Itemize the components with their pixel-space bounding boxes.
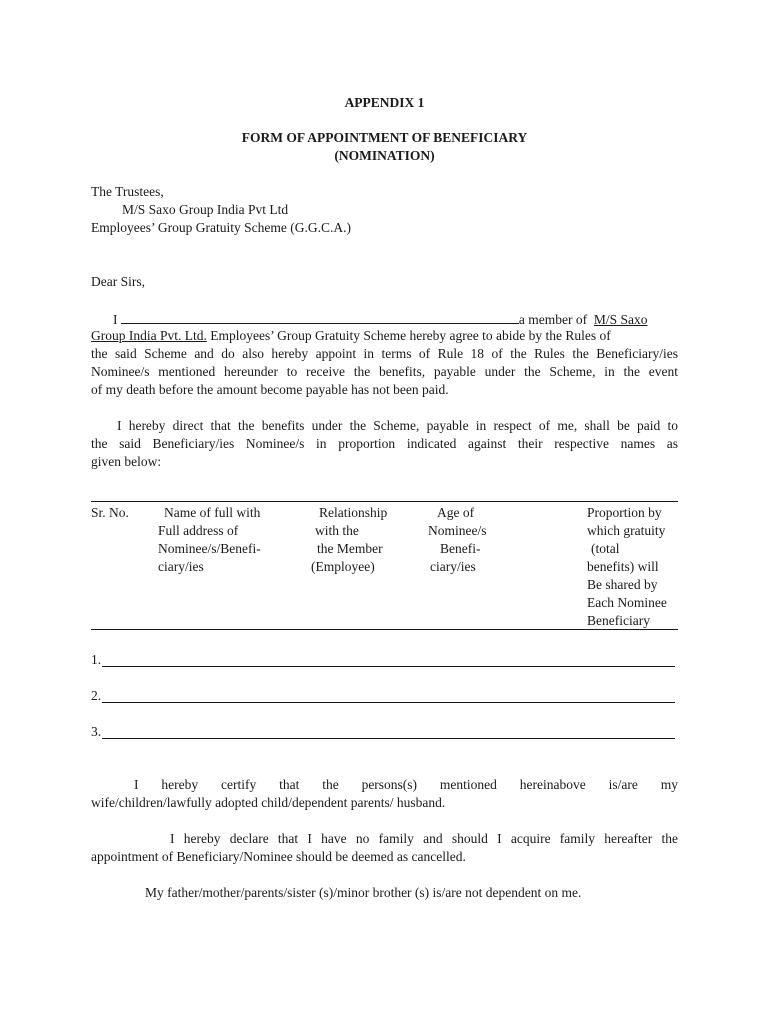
table-header-srno	[91, 504, 129, 522]
nominee-row-2[interactable]	[91, 687, 675, 705]
nominee-row-3[interactable]	[91, 723, 675, 741]
form-title: FORM OF APPOINTMENT OF BENEFICIARY	[241, 130, 528, 145]
header-prop-5: Be shared by	[587, 577, 658, 592]
header-age-4: ciary/ies	[430, 559, 476, 574]
member-name-field[interactable]	[121, 309, 519, 324]
para3-line1: I hereby certify that the persons(s) mentioned hereinabove is/are my	[134, 777, 678, 792]
header-age-2: Nominee/s	[428, 523, 487, 538]
para1-line2	[91, 327, 678, 345]
salutation: Dear Sirs,	[91, 274, 145, 289]
table-top-rule	[91, 501, 678, 502]
member-text: a member of	[518, 312, 588, 327]
para1-line5: of my death before the amount become payable has not been paid.	[91, 382, 449, 397]
header-prop-3: (total	[591, 541, 620, 556]
para4-line1: I hereby declare that I have no family and should I acquire family hereafter the	[170, 831, 678, 846]
table-header-proportion	[587, 504, 667, 630]
table-header-relationship	[311, 504, 387, 576]
header-rel-1: Relationship	[319, 505, 388, 520]
company-name-a: M/S Saxo	[593, 312, 648, 327]
row-number: 3.	[91, 724, 102, 739]
header-prop-4: benefits) will	[587, 559, 659, 574]
header-rel-2: with the	[315, 523, 359, 538]
para2-line1: I hereby direct that the benefits under the Scheme, payable in respect of me, shall be paid to	[117, 418, 678, 433]
para1-start: I	[113, 312, 118, 327]
address-line-3: Employees’ Group Gratuity Scheme (G.G.C.A.)	[91, 220, 351, 235]
header-prop-6: Each Nominee	[587, 595, 667, 610]
header-srno: Sr. No.	[91, 505, 129, 520]
row-fill-line	[102, 666, 675, 667]
header-rel-3: the Member	[317, 541, 383, 556]
para1-line2-rest: Employees’ Group Gratuity Scheme hereby agree to abide by the Rules of	[206, 328, 611, 343]
header-age-3: Benefi-	[440, 541, 481, 556]
table-header-name	[158, 504, 261, 576]
appendix-heading: APPENDIX 1	[344, 95, 425, 110]
form-subtitle: (NOMINATION)	[334, 148, 435, 163]
header-prop-2: which gratuity	[587, 523, 666, 538]
address-line-1: The Trustees,	[91, 184, 164, 199]
header-name-2: Full address of	[158, 523, 239, 538]
para2-line2: the said Beneficiary/ies Nominee/s in proportion indicated against their respective names as	[91, 436, 678, 451]
header-prop-7: Beneficiary	[587, 613, 650, 628]
company-name-b: Group India Pvt. Ltd.	[91, 328, 207, 343]
para1-line4: Nominee/s mentioned hereunder to receive the benefits, payable under the Scheme, in the event	[91, 364, 678, 379]
header-age-1: Age of	[437, 505, 475, 520]
table-header-bottom-rule	[91, 629, 678, 630]
header-name-1: Name of full with	[164, 505, 261, 520]
row-fill-line	[102, 738, 675, 739]
address-line-2: M/S Saxo Group India Pvt Ltd	[122, 202, 289, 217]
row-fill-line	[102, 702, 675, 703]
header-prop-1: Proportion by	[587, 505, 662, 520]
para1-line3: the said Scheme and do also hereby appoint in terms of Rule 18 of the Rules the Beneficiary/ies	[91, 346, 678, 361]
table-header-age	[428, 504, 487, 576]
header-name-3: Nominee/s/Benefi-	[158, 541, 261, 556]
para5: My father/mother/parents/sister (s)/minor brother (s) is/are not dependent on me.	[145, 885, 582, 900]
header-name-4: ciary/ies	[158, 559, 204, 574]
para2-line3: given below:	[91, 454, 162, 469]
nominee-row-1[interactable]	[91, 651, 675, 669]
nomination-form-page	[91, 0, 678, 1024]
para3-line2: wife/children/lawfully adopted child/dependent parents/ husband.	[91, 795, 446, 810]
row-number: 1.	[91, 652, 102, 667]
row-number: 2.	[91, 688, 102, 703]
para1-line1	[91, 309, 678, 329]
para4-line2: appointment of Beneficiary/Nominee should be deemed as cancelled.	[91, 849, 466, 864]
header-rel-4: (Employee)	[311, 559, 375, 574]
